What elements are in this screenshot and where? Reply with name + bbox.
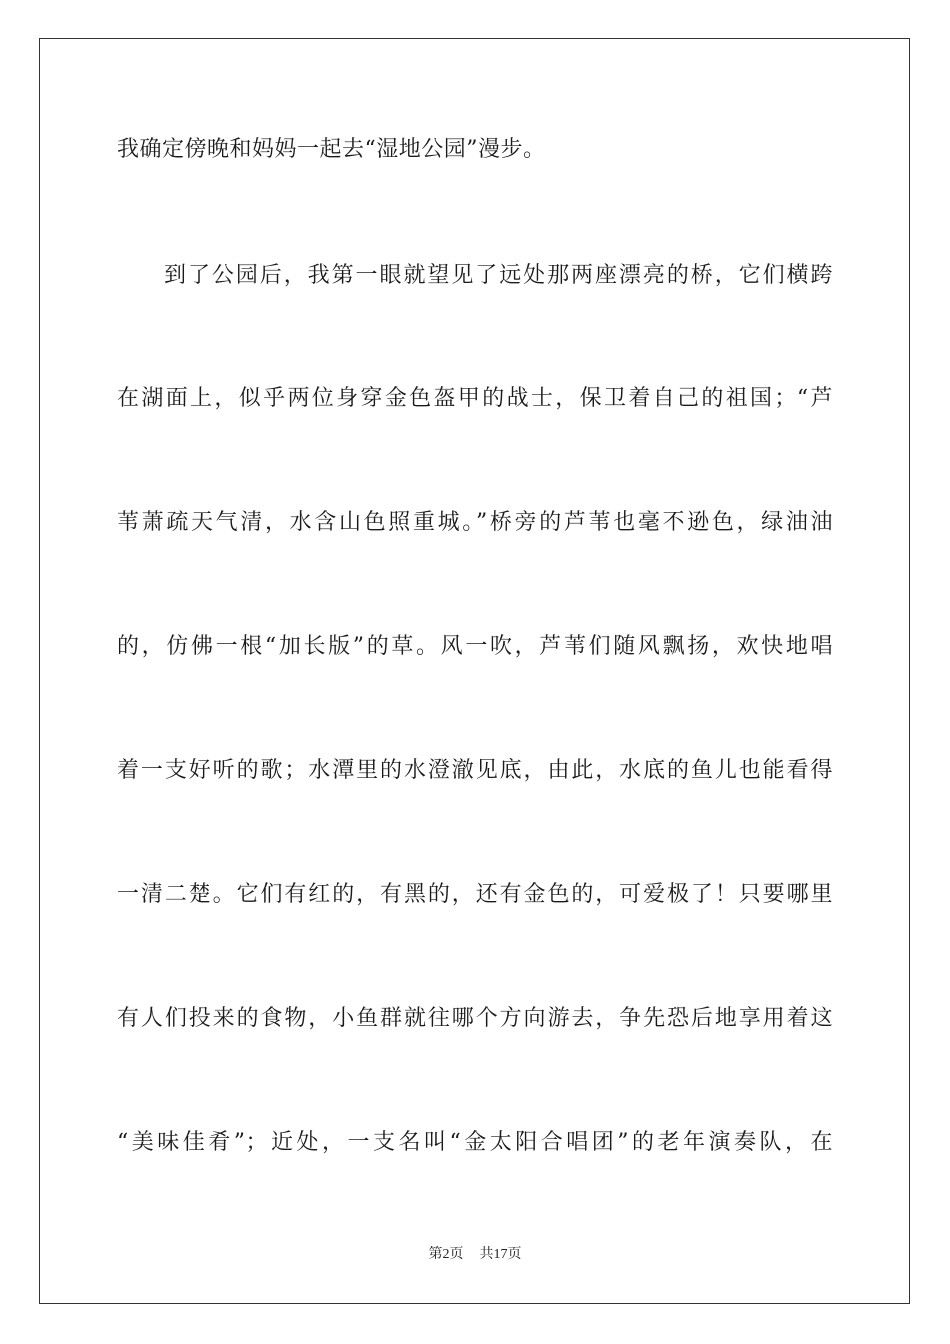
page-footer <box>0 1245 950 1265</box>
page-number: 第2页 <box>428 1247 464 1262</box>
paragraph-line-6: 着一支好听的歌；水潭里的水澄澈见底，由此，水底的鱼儿也能看得 <box>117 758 833 783</box>
paragraph-line-3: 在湖面上，似乎两位身穿金色盔甲的战士，保卫着自己的祖国；“芦 <box>117 386 833 411</box>
page-total: 共17页 <box>479 1247 522 1262</box>
paragraph-line-8: 有人们投来的食物，小鱼群就往哪个方向游去，争先恐后地享用着这 <box>117 1006 833 1031</box>
paragraph-line-4: 苇萧疏天气清，水含山色照重城。”桥旁的芦苇也毫不逊色，绿油油 <box>117 510 833 535</box>
paragraph-line-9: “美味佳肴”；近处，一支名叫“金太阳合唱团”的老年演奏队，在 <box>117 1130 833 1155</box>
paragraph-line-1: 我确定傍晚和妈妈一起去“湿地公园”漫步。 <box>117 137 546 162</box>
paragraph-line-5: 的，仿佛一根“加长版”的草。风一吹，芦苇们随风飘扬，欢快地唱 <box>117 634 833 659</box>
page-border <box>39 38 910 1304</box>
paragraph-line-7: 一清二楚。它们有红的，有黑的，还有金色的，可爱极了！只要哪里 <box>117 882 833 907</box>
paragraph-line-2: 到了公园后，我第一眼就望见了远处那两座漂亮的桥，它们横跨 <box>164 263 833 288</box>
